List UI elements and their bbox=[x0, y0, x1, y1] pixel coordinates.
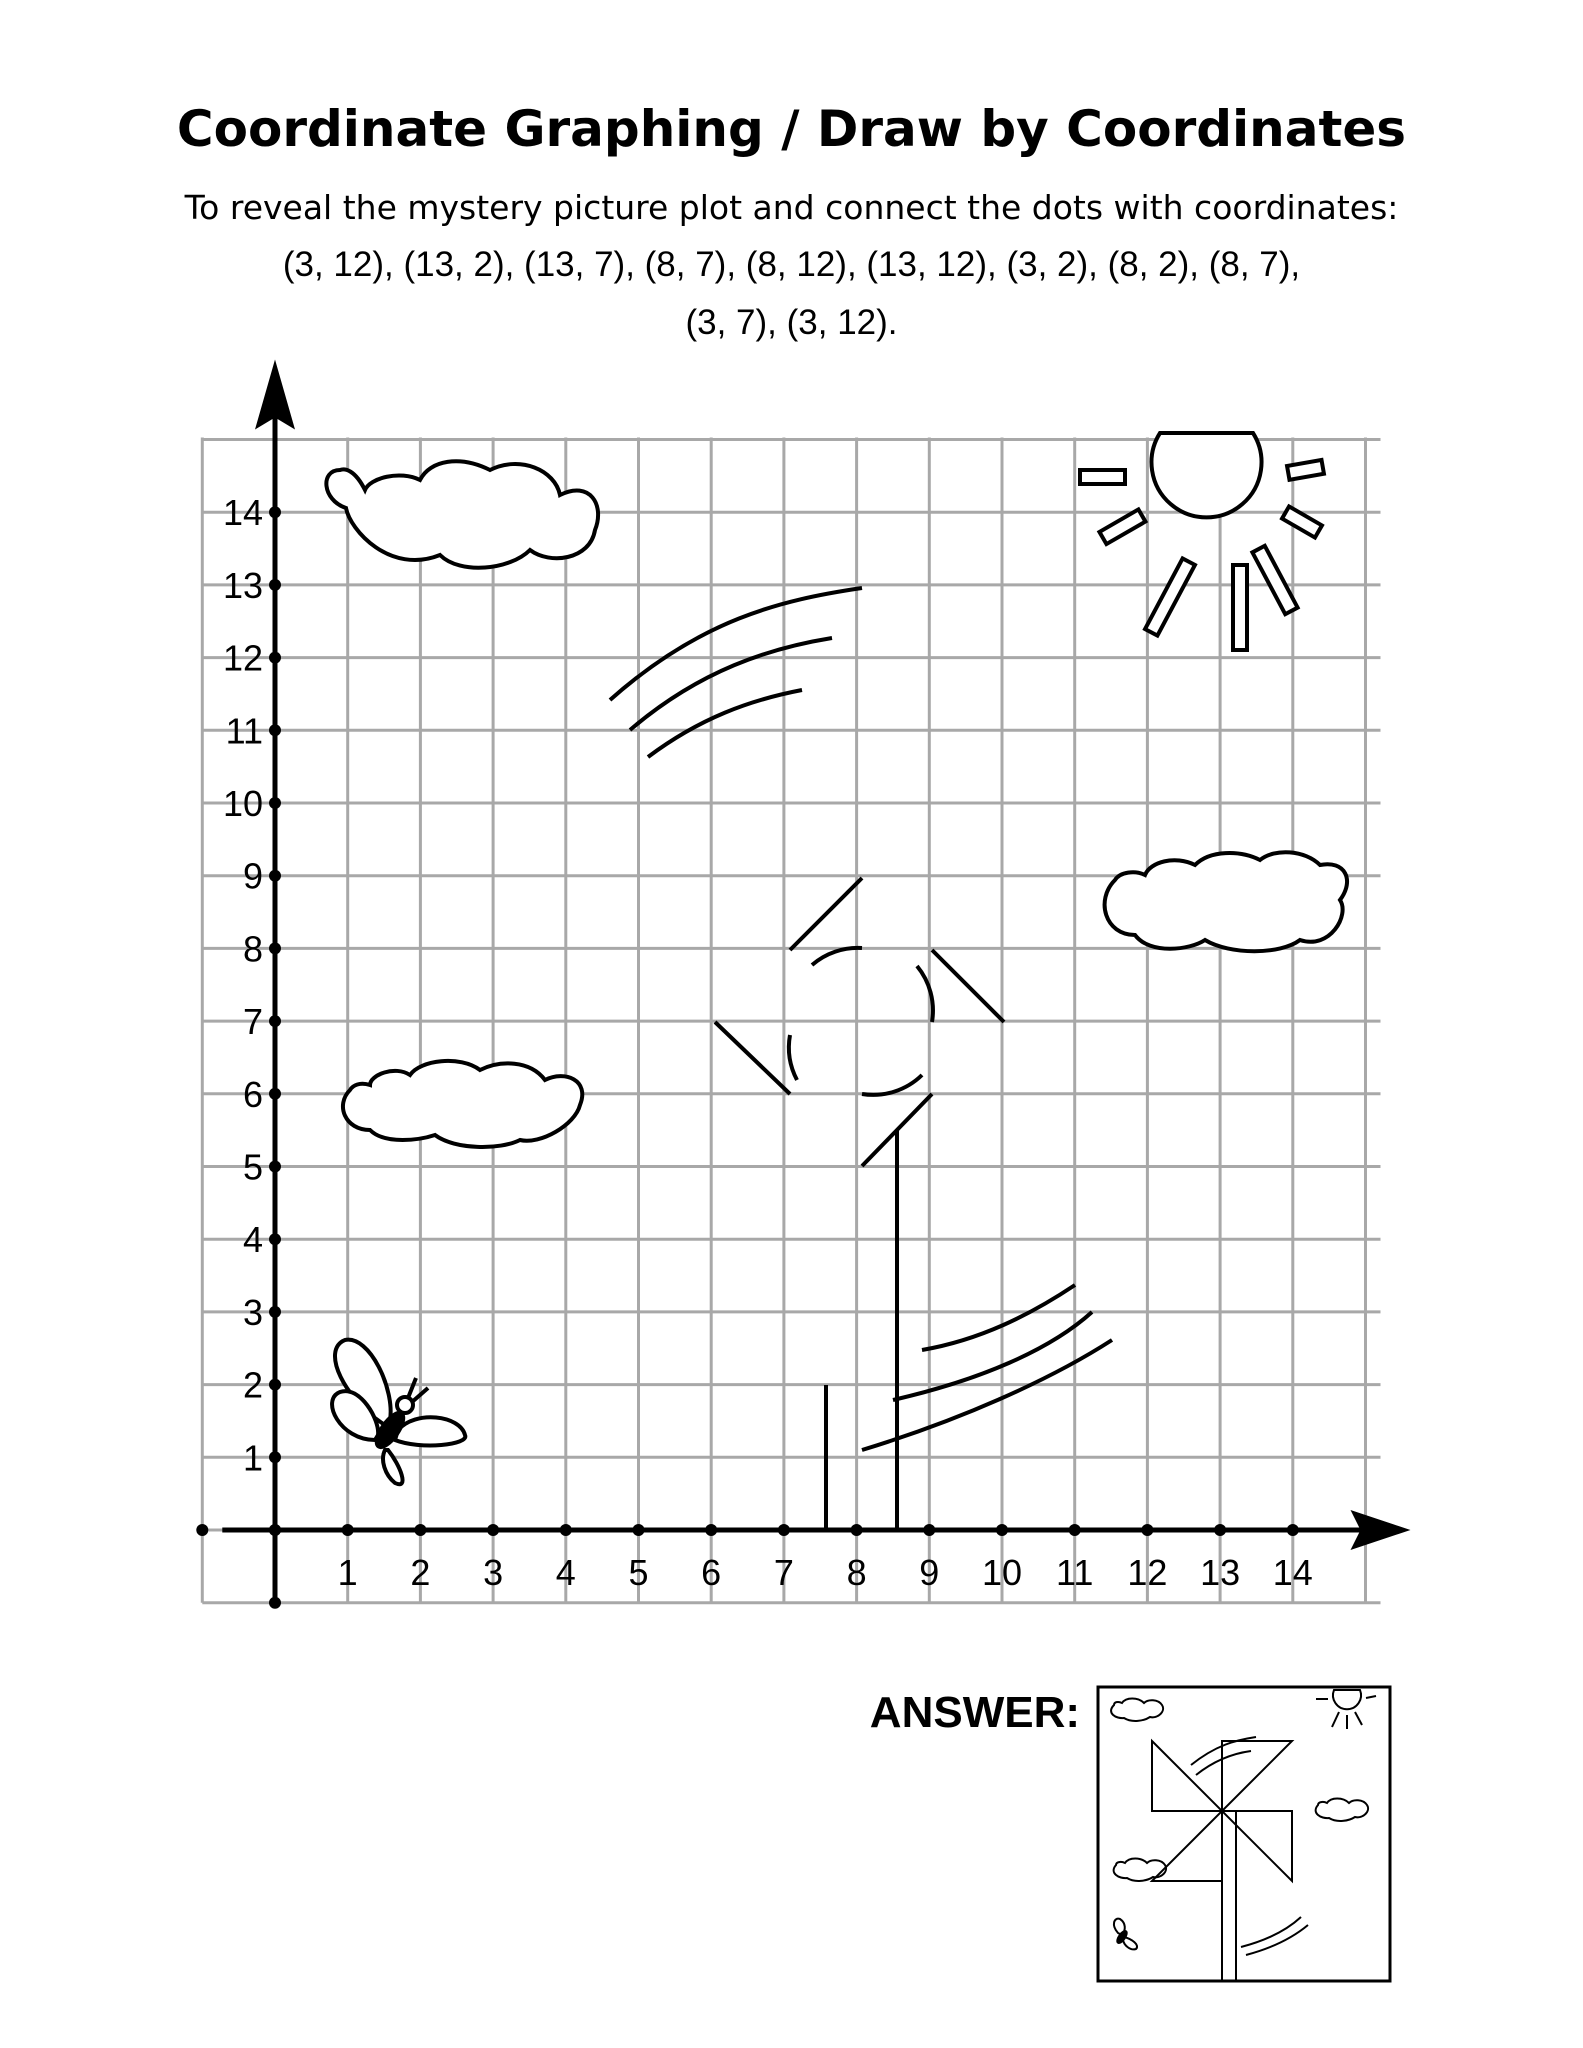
sun-icon bbox=[1080, 433, 1324, 650]
x-tick-label: 8 bbox=[846, 1552, 867, 1593]
y-tick-label: 9 bbox=[242, 855, 263, 897]
answer-label: ANSWER: bbox=[869, 1688, 1080, 1737]
y-tick-label: 6 bbox=[242, 1073, 263, 1115]
y-axis-dot bbox=[269, 724, 281, 736]
cloud-icon bbox=[1316, 1799, 1368, 1821]
x-axis-dot bbox=[1214, 1524, 1226, 1536]
x-tick-label: 10 bbox=[981, 1552, 1023, 1593]
x-tick-label: 5 bbox=[628, 1552, 649, 1593]
y-tick-label: 13 bbox=[222, 564, 263, 606]
x-axis-dot bbox=[923, 1524, 935, 1536]
x-axis-dot bbox=[1141, 1524, 1153, 1536]
y-tick-label: 12 bbox=[222, 637, 263, 679]
cloud-icon bbox=[1111, 1699, 1163, 1721]
y-tick-label: 7 bbox=[242, 1001, 263, 1043]
pinwheel-stick-icon bbox=[715, 878, 1004, 1530]
y-axis-dot bbox=[269, 1306, 281, 1318]
y-axis-dot bbox=[269, 1015, 281, 1027]
cloud-icon bbox=[343, 1061, 582, 1147]
y-axis-dot bbox=[269, 1161, 281, 1173]
y-axis-dot bbox=[269, 1597, 281, 1609]
x-axis-dot bbox=[1069, 1524, 1081, 1536]
x-tick-label: 13 bbox=[1200, 1552, 1241, 1593]
x-tick-label: 1 bbox=[337, 1552, 358, 1593]
y-axis-dot bbox=[269, 1524, 281, 1536]
coordinates-line-2: (3, 7), (3, 12). bbox=[685, 303, 898, 342]
x-axis-dot bbox=[705, 1524, 717, 1536]
y-axis-dot bbox=[269, 1379, 281, 1391]
y-axis-dot bbox=[269, 870, 281, 882]
x-axis-dot bbox=[560, 1524, 572, 1536]
y-tick-label: 14 bbox=[222, 492, 263, 534]
x-tick-label: 2 bbox=[410, 1552, 431, 1593]
y-axis-dot bbox=[269, 652, 281, 664]
x-tick-label: 9 bbox=[919, 1552, 940, 1593]
x-tick-label: 11 bbox=[1056, 1552, 1094, 1593]
x-axis-dot bbox=[414, 1524, 426, 1536]
x-tick-label: 14 bbox=[1272, 1552, 1313, 1593]
y-axis-dot bbox=[269, 579, 281, 591]
x-axis-dot bbox=[778, 1524, 790, 1536]
y-tick-label: 2 bbox=[242, 1364, 263, 1406]
y-tick-label: 4 bbox=[242, 1219, 263, 1261]
x-axis-dot bbox=[196, 1524, 208, 1536]
coordinates-line-1: (3, 12), (13, 2), (13, 7), (8, 7), (8, 12), (13, 12), (3, 2), (8, 2), (8, 7), bbox=[282, 245, 1301, 284]
x-axis-dot bbox=[633, 1524, 645, 1536]
y-axis-dot bbox=[269, 942, 281, 954]
x-axis-dot bbox=[342, 1524, 354, 1536]
x-tick-label: 12 bbox=[1127, 1552, 1168, 1593]
x-axis-dot bbox=[487, 1524, 499, 1536]
instruction-text: To reveal the mystery picture plot and connect the dots with coordinates: bbox=[184, 188, 1399, 227]
cloud-icon bbox=[1105, 852, 1347, 951]
y-tick-label: 3 bbox=[242, 1291, 263, 1333]
y-axis-dot bbox=[269, 1233, 281, 1245]
y-axis-dot bbox=[269, 1088, 281, 1100]
answer-thumbnail bbox=[1096, 1685, 1392, 1983]
x-tick-label: 4 bbox=[555, 1552, 576, 1593]
y-axis-dot bbox=[269, 797, 281, 809]
page-title: Coordinate Graphing / Draw by Coordinates bbox=[176, 100, 1407, 158]
x-axis-dot bbox=[1287, 1524, 1299, 1536]
wind-lines-icon bbox=[610, 588, 1112, 1450]
x-axis-dot bbox=[996, 1524, 1008, 1536]
y-tick-label: 5 bbox=[242, 1146, 263, 1188]
y-tick-label: 10 bbox=[222, 783, 263, 824]
x-axis-dot bbox=[851, 1524, 863, 1536]
cloud-icon bbox=[1114, 1859, 1166, 1881]
x-tick-label: 7 bbox=[773, 1552, 794, 1593]
x-tick-label: 3 bbox=[483, 1552, 504, 1593]
y-tick-label: 11 bbox=[225, 710, 263, 752]
y-tick-label: 1 bbox=[242, 1437, 263, 1479]
y-tick-label: 8 bbox=[242, 928, 263, 970]
y-axis-dot bbox=[269, 1451, 281, 1463]
cloud-icon bbox=[326, 461, 598, 567]
y-axis-dot bbox=[269, 506, 281, 518]
butterfly-icon bbox=[332, 1340, 465, 1485]
x-tick-label: 6 bbox=[701, 1552, 722, 1593]
